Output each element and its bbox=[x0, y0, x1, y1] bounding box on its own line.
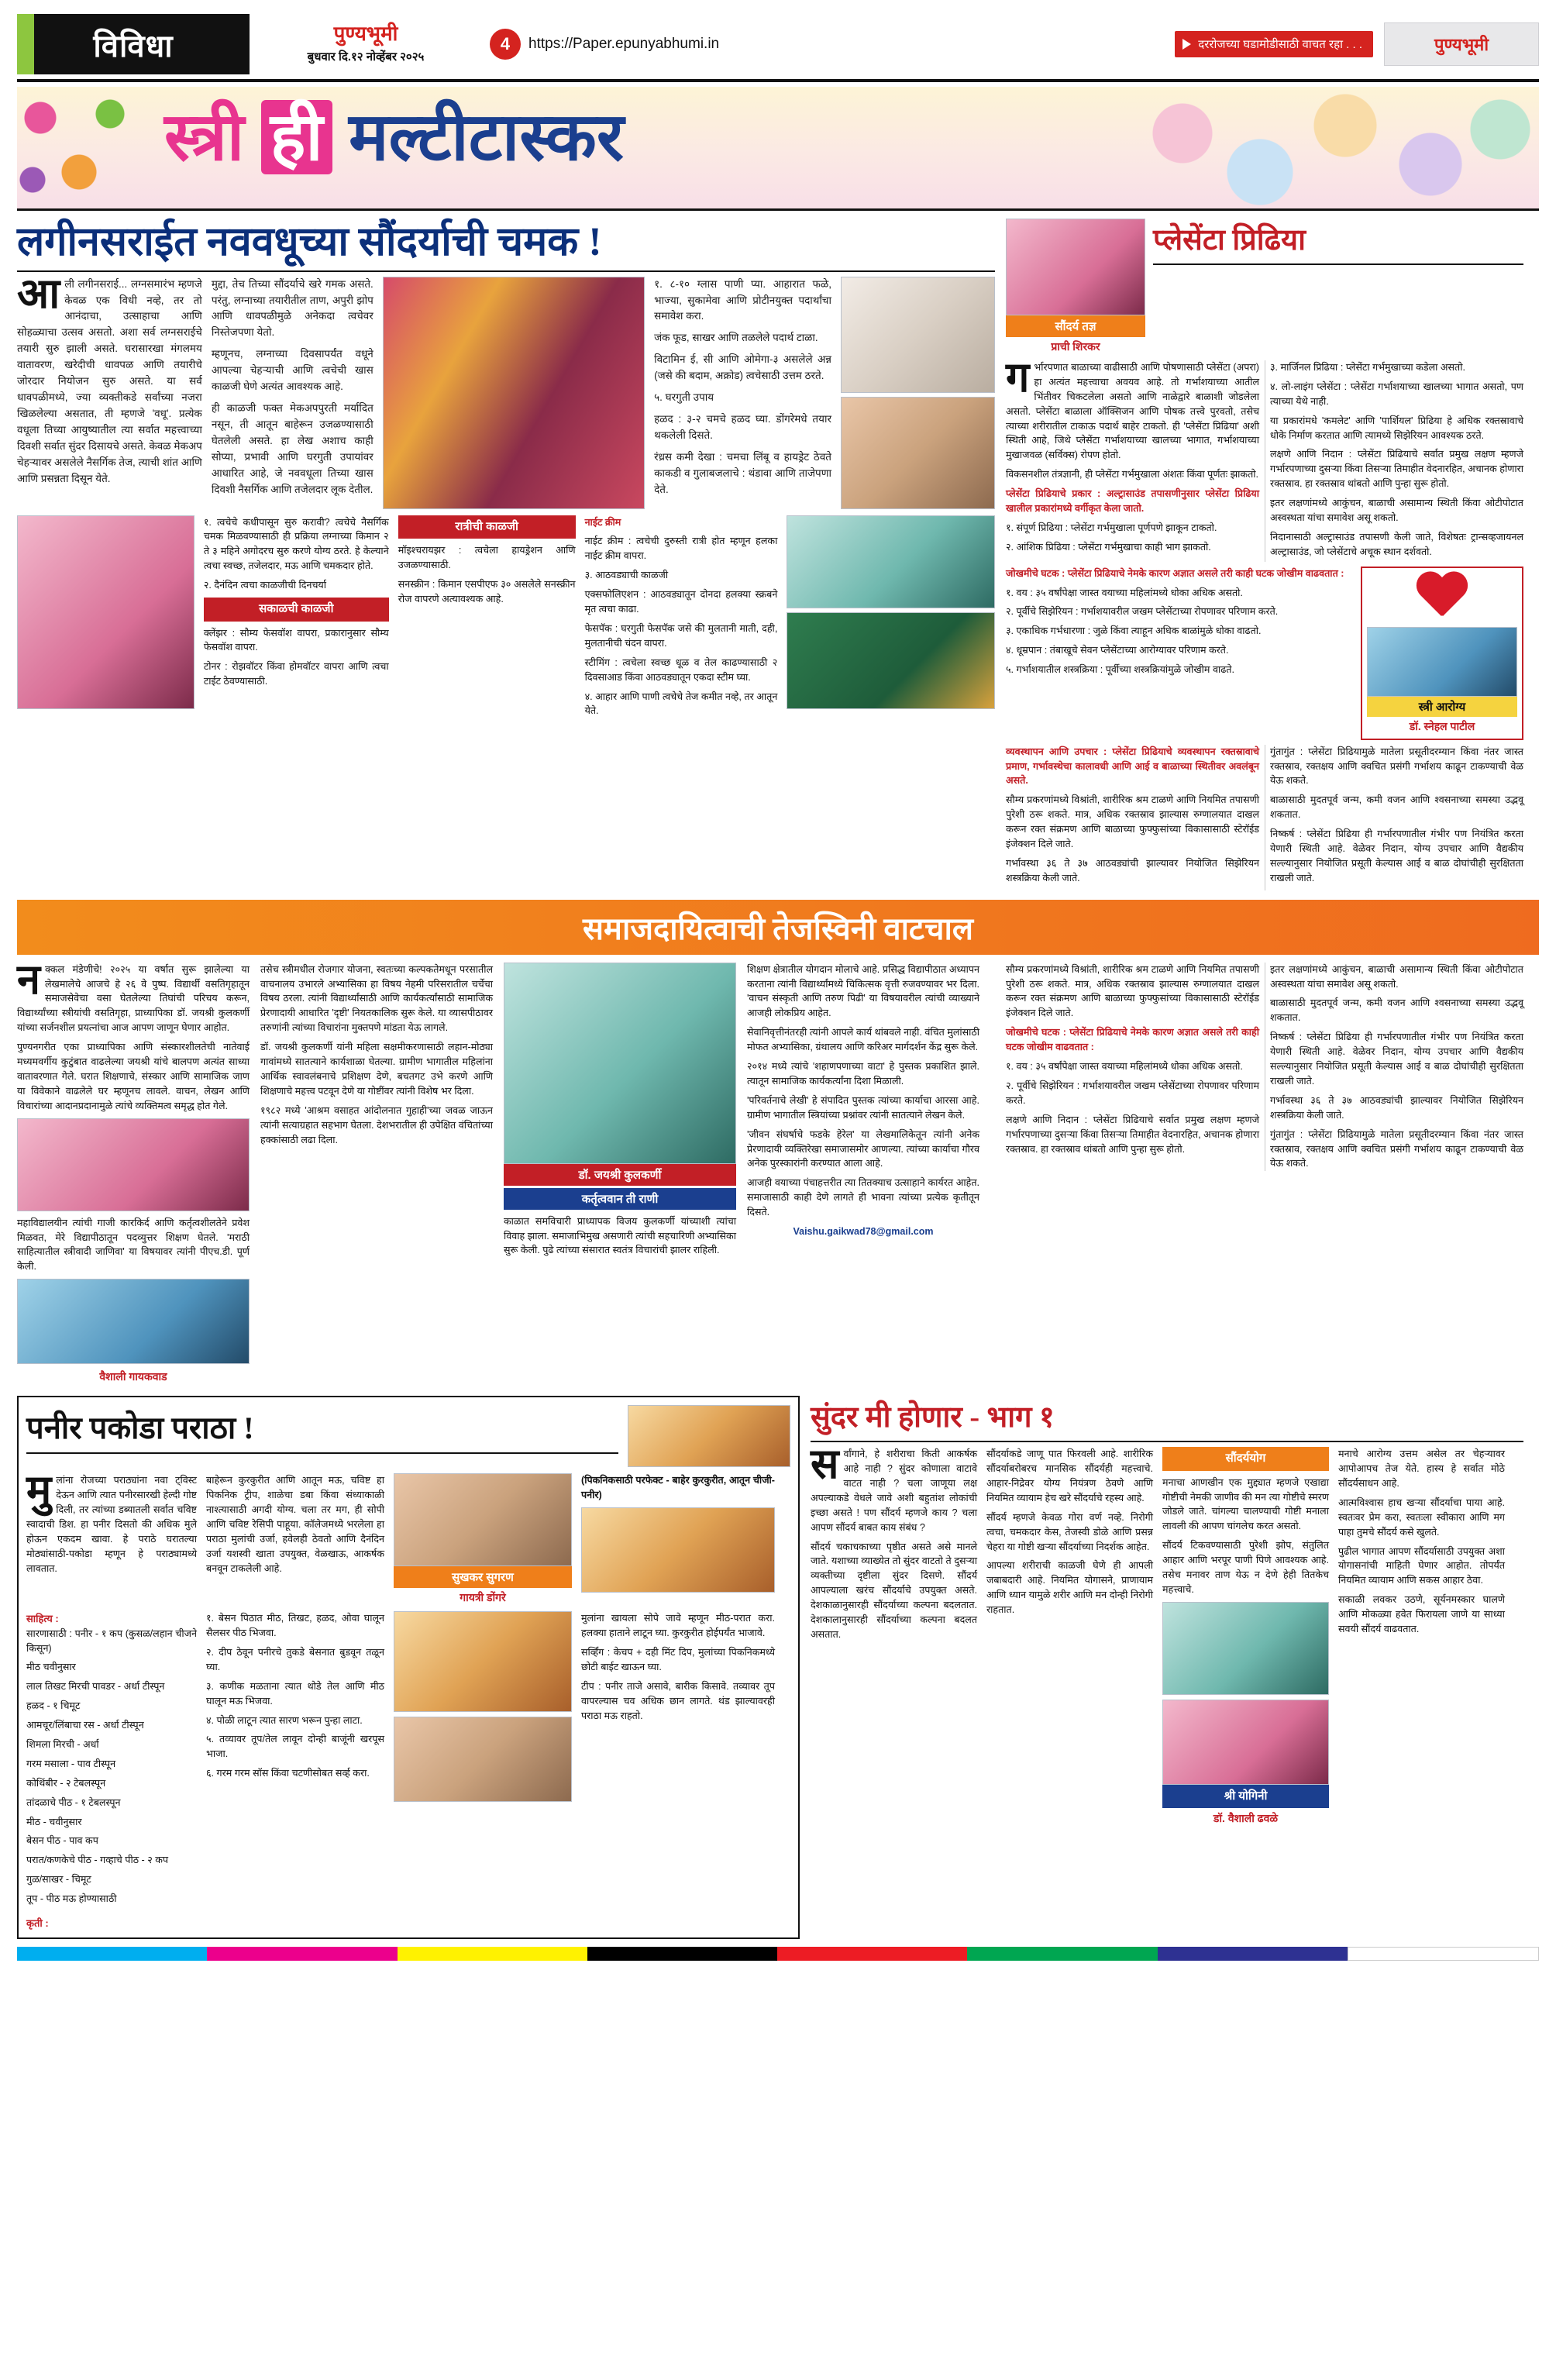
lead-column-4 bbox=[654, 277, 831, 509]
lead-para-7: विटामिन ई, सी आणि ओमेगा-३ असलेले अन्न (जसे की बदाम, अक्रोड) त्वचेसाठी उत्तम ठरते. bbox=[654, 353, 831, 382]
ing-11: बेसन पीठ - पाव कप bbox=[26, 1835, 98, 1847]
recipe-photo-col bbox=[394, 1611, 572, 1911]
sundar-col-4 bbox=[1338, 1447, 1505, 1827]
night-care-title: रात्रीची काळजी bbox=[398, 515, 576, 539]
doctor-card bbox=[1361, 567, 1523, 740]
mgmt-3: गुंतागुंत : प्लेसेंटा प्रिढियामुळे मातेला प्रसूतीदरम्यान किंवा नंतर जास्त रक्तस्राव, रक्तक्षय आणि क्वचित प्रसंगी गर्भाशय काढून टाकण्याची वेळ येऊ शकते. bbox=[1270, 746, 1523, 787]
play-icon bbox=[1182, 39, 1191, 50]
lead-para-4: ही काळजी फक्त मेकअपपुरती मर्यादित नसून, ती आतून बाहेरून उजळण्यासाठी घेतलेली असते. हा लेख अशाच काही सोप्या, प्रभावी आणि घरगुती उपायांवर आधारित आहे, जे नववधूला तिच्या खास दिवशी नैसर्गिक आणि तजेलदार लूक देतील. bbox=[211, 402, 374, 495]
placenta-continued bbox=[1006, 963, 1523, 1385]
social-col-4 bbox=[747, 963, 979, 1385]
ingredients-title: साहित्य : bbox=[26, 1613, 59, 1625]
placenta-p7: ४. लो-लाइंग प्लेसेंटा : प्लेसेंटा गर्भाशयाच्या खालच्या भागात असतो, पण त्याच्या येथे नाही. bbox=[1270, 381, 1523, 407]
pc-2: जोखमीचे घटक : प्लेसेंटा प्रिढियाचे नेमके कारण अज्ञात असले तरी काही घटक जोखीम वाढवतात : bbox=[1006, 1027, 1259, 1053]
tip-night-1: नाईट क्रीम : त्वचेची दुरुस्ती रात्री होत म्हणून हलका नाईट क्रीम वापरा. bbox=[584, 536, 778, 562]
lead-para-1: आली लगीनसराई... लग्नसमारंभ म्हणजे केवळ एक विधी नव्हे, तर तो आनंदाचा, उत्साहाचा आणि सोहळ्याचा उत्सव असतो. अशा सर्व लग्नसराईचे तयारी सुरु झाली असते. घरासारखा मंगलमय वातावरण, खरेदीची धावपळ आणि तयारीचे जोरदार नियोजन सुरु असते. या सर्व धावपळीमध्ये, ज्या व्यक्तीकडे सर्वांच्या नजरा खिळलेल्या असतात, ती म्हणजे 'वधू'. प्रत्येक वधूला तिच्या आयुष्यातील त्या सर्वात महत्त्वाच्या दिवशी सर्वात सुंदर दिसायचे असते. केवळ मेकअप चेहऱ्यावर असलेले नैसर्गिक तेज, त्याची शांत आणि आणि प्रसन्नता दिसून येते. bbox=[17, 270, 202, 484]
paratha-photo bbox=[581, 1507, 775, 1593]
pc-10: गर्भावस्था ३६ ते ३७ आठवड्यांची झाल्यावर नियोजित सिझेरियन शस्त्रक्रिया केली जाते. bbox=[1270, 1094, 1523, 1121]
step-1: १. बेसन पिठात मीठ, तिखट, हळद, ओवा घालून सैलसर पीठ भिजवा. bbox=[206, 1613, 384, 1639]
top-section bbox=[17, 219, 1539, 890]
page-number-badge: 4 bbox=[490, 29, 521, 60]
paper-url[interactable]: https://Paper.epunyabhumi.in bbox=[528, 36, 720, 52]
cmyk-registration-strip bbox=[17, 1947, 1539, 1961]
placenta-p11: निदानासाठी अल्ट्रासाउंड तपासणी केली जाते, विशेषतः ट्रान्सव्हजायनल अल्ट्रासाउंड, जो प्लेसेंटाचे अचूक स्थान दर्शवतो. bbox=[1270, 531, 1523, 557]
step-3: ३. कणीक मळताना त्यात थोडे तेल आणि मीठ घालून मऊ भिजवा. bbox=[206, 1680, 384, 1707]
sundar-p10: पुढील भागात आपण सौंदर्यासाठी उपयुक्त अशा योगासनांची माहिती घेणार आहोत. तोपर्यंत नियमित व्यायाम आणि सकस आहार ठेवा. bbox=[1338, 1545, 1505, 1586]
mgmt-2: गर्भावस्था ३६ ते ३७ आठवड्यांची झाल्यावर नियोजित सिझेरियन शस्त्रक्रिया केली जाते. bbox=[1006, 857, 1259, 883]
lead-headline: लगीनसराईत नववधूच्या सौंदर्याची चमक ! bbox=[17, 220, 602, 264]
placenta-rule bbox=[1153, 263, 1523, 265]
tip-r-3: टीप : पनीर ताजे असावे, बारीक किसावे. तव्यावर तूप वापरल्यास चव अधिक छान लागते. थंड झाल्यावरही पराठा मऊ राहतो. bbox=[581, 1680, 775, 1721]
recipe-hero-photo bbox=[628, 1405, 790, 1467]
sundar-p7: सौंदर्य टिकवण्यासाठी पुरेशी झोप, संतुलित आहार आणि भरपूर पाणी पिणे आवश्यक आहे. तसेच मनावर ताण येऊ न देणे हेही तितकेच महत्त्वाचे. bbox=[1162, 1540, 1329, 1595]
cmyk-green bbox=[967, 1947, 1157, 1961]
social-p10: २०१४ मध्ये त्यांचे 'शहाणपणाच्या वाटा' हे पुस्तक प्रकाशित झाले. त्यातून सामाजिक कार्यकर्त्यांना दिशा मिळाली. bbox=[747, 1061, 979, 1087]
sundar-author-name: डॉ. वैशाली ढवळे bbox=[1213, 1812, 1279, 1825]
tip-night-3: एक्सफोलिएशन : आठवड्यातून दोनदा हलक्या स्क्रबने मृत त्वचा काढा. bbox=[584, 589, 778, 615]
tip-left-4: टोनर : रोझवॉटर किंवा होमवॉटर वापरा आणि त्वचा टाईट ठेवण्यासाठी. bbox=[203, 661, 389, 687]
tip-r-2: सर्व्हिंग : केचप + दही मिंट दिप, मुलांच्या पिकनिकमध्ये छोटी बाईट खाऊन घ्या. bbox=[581, 1646, 775, 1672]
social-col-3 bbox=[504, 963, 736, 1385]
doctor-role: स्त्री आरोग्य bbox=[1367, 697, 1517, 717]
sundar-col-3 bbox=[1162, 1447, 1329, 1827]
masthead-rule bbox=[17, 79, 1539, 82]
cmyk-yellow bbox=[398, 1947, 587, 1961]
vaishali-photo bbox=[17, 1279, 250, 1364]
tip-mid-1: मॉइश्चरायझर : त्वचेला हायड्रेशन आणि उजळण्यासाठी. bbox=[398, 545, 576, 570]
banner-word-1: स्त्री bbox=[164, 100, 245, 174]
jayshree-tag: कर्तृत्ववान ती राणी bbox=[504, 1188, 736, 1210]
headline-rule bbox=[17, 270, 995, 272]
pc-1: सौम्य प्रकरणांमध्ये विश्रांती, शारीरिक श्रम टाळणे आणि नियमित तपासणी पुरेशी ठरू शकते. मात्र, अधिक रक्तस्राव झाल्यास रुग्णालयात दाखल करून रक्त संक्रमण आणि बाळाच्या फुफ्फुसांच्या विकासासाठी स्टेरॉईड इंजेक्शन दिले जाते. bbox=[1006, 963, 1259, 1019]
tip-left-1: १. त्वचेचे कधीपासून सुरु करावी? त्वचेचे नैसर्गिक चमक मिळवण्यासाठी ही प्रक्रिया लग्नाच्या किमान २ ते ३ महिने अगोदरच सुरु करणे योग्य ठरते. हे केल्याने त्वचा स्वच्छ, तजेलदार, मऊ आणि चमकदार होते. bbox=[203, 516, 389, 572]
doctor-photo bbox=[1367, 627, 1517, 697]
pc-8: निष्कर्ष : प्लेसेंटा प्रिढिया ही गर्भारपणातील गंभीर पण नियंत्रित करता येणारी स्थिती आहे. वेळेवर निदान, योग्य उपचार आणि वैद्यकीय सल्ल्यानुसार नियोजित प्रसूती केल्यास आई व बाळ दोघांचीही सुरक्षितता राखली जाते. bbox=[1270, 1032, 1523, 1087]
ing-8: कोथिंबीर - २ टेबलस्पून bbox=[26, 1777, 106, 1789]
ing-7: गरम मसाला - पाव टीस्पून bbox=[26, 1758, 116, 1769]
paper-logo: पुण्यभूमी bbox=[333, 22, 398, 45]
social-p8: शिक्षण क्षेत्रातील योगदान मोलाचे आहे. प्रसिद्ध विद्यापीठात अध्यापन करताना त्यांनी विद्यार्थ्यांमध्ये चिकित्सक वृत्ती रुजवण्यावर भर दिला. 'वाचन संस्कृती आणि तरुण पिढी' या विषयावरील त्यांची व्याख्याने आजही लोकप्रिय आहेत. bbox=[747, 963, 979, 1019]
cmyk-red bbox=[777, 1947, 967, 1961]
lead-para-6: जंक फूड, साखर आणि तळलेले पदार्थ टाळा. bbox=[654, 332, 818, 344]
ing-13: गुळ/साखर - चिमूट bbox=[26, 1874, 91, 1886]
section-name-block bbox=[17, 14, 250, 74]
saree-model-photo bbox=[787, 612, 995, 709]
ing-5: आमचूर/लिंबाचा रस - अर्धा टीस्पून bbox=[26, 1720, 144, 1731]
tip-mid-2: सनस्क्रीन : किमान एसपीएफ ३० असलेले सनस्क्रीन रोज वापरणे अत्यावश्यक आहे. bbox=[398, 578, 576, 604]
sundar-article bbox=[811, 1396, 1523, 1827]
social-p9: सेवानिवृत्तीनंतरही त्यांनी आपले कार्य थांबवले नाही. वंचित मुलांसाठी मोफत अभ्यासिका, ग्रंथालय आणि करिअर मार्गदर्शन केंद्र सुरू केले. bbox=[747, 1027, 979, 1053]
mgmt-4: बाळासाठी मुदतपूर्व जन्म, कमी वजन आणि श्वसनाच्या समस्या उद्भवू शकतात. bbox=[1270, 794, 1523, 821]
step-2: २. दीप ठेवून पनीरचे तुकडे बेसनात बुडवून तळून घ्या. bbox=[206, 1646, 384, 1672]
steps-col bbox=[206, 1611, 384, 1911]
issue-date: बुधवार दि.१२ नोव्हेंबर २०२५ bbox=[307, 50, 425, 64]
social-p12: 'जीवन संघर्षाचे फडके हेरेल' या लेखमालिकेतून त्यांनी अनेक प्रेरणादायी व्यक्तिरेखा समाजासमोर आणल्या. त्यांच्या कार्याचा गौरव अनेक पुरस्कारांनी करण्यात आला आहे. bbox=[747, 1128, 979, 1169]
tip-night-2: ३. आठवड्याची काळजी bbox=[584, 570, 669, 581]
sundar-p4: सौंदर्य म्हणजे केवळ गोरा वर्ण नव्हे. निरोगी त्वचा, चमकदार केस, तेजस्वी डोळे आणि प्रसन्न चेहरा या गोष्टी खऱ्या सौंदर्याच्या निदर्शक आहेत. bbox=[986, 1511, 1153, 1552]
lead-para-9: हळद : ३-२ चमचे हळद घ्या. डोंगरेमधे तयार थकलेली दिसते. bbox=[654, 413, 831, 441]
pc-5: लक्षणे आणि निदान : प्लेसेंटा प्रिढियाचे सर्वात प्रमुख लक्षण म्हणजे गर्भारपणाच्या दुसऱ्या किंवा तिसऱ्या तिमाहीत वेदनारहित, अचानक होणारा रक्तस्राव. हा रक्तस्राव थांबतो आणि पुन्हा सुरू होतो. bbox=[1006, 1114, 1259, 1155]
recipe-article bbox=[17, 1396, 800, 1939]
social-col-2 bbox=[260, 963, 493, 1385]
pc-7: बाळासाठी मुदतपूर्व जन्म, कमी वजन आणि श्वसनाच्या समस्या उद्भवू शकतात. bbox=[1270, 997, 1523, 1024]
ticker-banner bbox=[1175, 31, 1373, 57]
author-photo-sundar bbox=[1162, 1700, 1329, 1785]
recipe-note: (पिकनिकसाठी परफेक्ट - बाहेर कुरकुरीत, आतून चीजी-पनीर) bbox=[581, 1475, 775, 1501]
tip-night-6: ४. आहार आणि पाणी त्वचेचे तेज कमीत नव्हे, तर आतून येते. bbox=[584, 691, 778, 717]
sundar-author-role: श्री योगिनी bbox=[1162, 1785, 1329, 1809]
lead-para-2: मुद्दा, तेच तिच्या सौंदर्याचे खरे गमक असते. परंतु, लग्नाच्या तयारीतील ताण, अपुरी झोप आणि धावपळीमुळे अनेकदा त्वचेवर निस्तेजपणा येतो. bbox=[211, 277, 374, 339]
jayshree-photo bbox=[504, 963, 736, 1164]
risk-2: २. पूर्वीचे सिझेरियन : गर्भाशयावरील जखम प्लेसेंटाच्या रोपणावर परिणाम करते. bbox=[1006, 606, 1279, 618]
pc-4: २. पूर्वीचे सिझेरियन : गर्भाशयावरील जखम प्लेसेंटाच्या रोपणावर परिणाम करते. bbox=[1006, 1080, 1259, 1106]
lead-article bbox=[17, 219, 995, 890]
placenta-article bbox=[1006, 219, 1523, 890]
placenta-cont-body bbox=[1006, 963, 1523, 1172]
sundar-title: सुंदर मी होणार - भाग १ bbox=[811, 1401, 1055, 1435]
risk-4: ४. धूम्रपान : तंबाखूचे सेवन प्लेसेंटाच्या आरोग्यावर परिणाम करते. bbox=[1006, 645, 1229, 656]
social-section bbox=[17, 956, 1539, 1385]
risk-title: जोखमीचे घटक : प्लेसेंटा प्रिढियाचे नेमके कारण अज्ञात असले तरी काही घटक जोखीम वाढवतात : bbox=[1006, 567, 1344, 579]
feature-banner bbox=[17, 87, 1539, 211]
recipe-author-col bbox=[394, 1473, 572, 1605]
cmyk-white bbox=[1348, 1947, 1539, 1961]
vaishali-name: वैशाली गायकवाड bbox=[99, 1370, 167, 1383]
sundar-p6: मनाचा आणखीन एक मुद्द्यात म्हणजे एखाद्या गोष्टीची नेमकी जाणीव की मन त्या गोष्टीचे स्मरण जोडले जाते. चांगल्या चालण्याची गोष्टी मनाला लावली की आपण चांगलेच करत असतो. bbox=[1162, 1476, 1329, 1532]
ing-1: सारणासाठी : पनीर - १ कप (कुसळ/लहान चीजने किसून) bbox=[26, 1627, 197, 1654]
placenta-p9: लक्षणे आणि निदान : प्लेसेंटा प्रिढियाचे सर्वात प्रमुख लक्षण म्हणजे गर्भारपणाच्या दुसऱ्या किंवा तिसऱ्या तिमाहीत वेदनारहित, अचानक होणारा रक्तस्राव. हा रक्तस्राव थांबतो आणि पुन्हा सुरू होतो. bbox=[1270, 449, 1523, 490]
recipe-tips-col bbox=[581, 1611, 775, 1911]
bottom-section bbox=[17, 1396, 1539, 1939]
section-name: विविधा bbox=[93, 28, 174, 64]
recipe-note-col bbox=[581, 1473, 775, 1605]
ingredients-col bbox=[26, 1611, 197, 1911]
tip-night-5: स्टीमिंग : त्वचेला स्वच्छ धूळ व तेल काढण्यासाठी २ दिवसाआड किंवा आठवड्यातून एकदा स्टीम घ्या. bbox=[584, 656, 778, 683]
cmyk-black bbox=[587, 1947, 777, 1961]
risk-5: ५. गर्भाशयातील शस्त्रक्रिया : पूर्वीच्या शस्त्रक्रियांमुळे जोखीम वाढते. bbox=[1006, 664, 1234, 676]
tip-r-1: मुलांना खायला सोपे जावे म्हणून मीठ-परात करा. हलक्या हाताने लाटून घ्या. कुरकुरीत होईपर्यंत भाजावे. bbox=[581, 1613, 775, 1639]
social-p11: 'परिवर्तनाचे लेखी' हे संपादित पुस्तक त्यांच्या कार्याचा आरसा आहे. ग्रामीण भागातील स्त्रियांच्या प्रश्नांवर त्यांनी सातत्याने लेखन केले. bbox=[747, 1094, 979, 1121]
recipe-title: पनीर पकोडा पराठा ! bbox=[26, 1410, 254, 1446]
placenta-p1: गर्भारपणात बाळाच्या वाढीसाठी आणि पोषणासाठी प्लेसेंटा (अपरा) हा अत्यंत महत्त्वाचा अवयव आहे. तो गर्भाशयाच्या आतील भिंतीवर चिकटलेला असतो आणि नाळेद्वारे बाळाशी जोडलेला असतो. प्लेसेंटा बाळाला ऑक्सिजन आणि पोषक तत्त्वे पुरवतो, तसेच त्याच्या शरीरातील टाकाऊ पदार्थ बाहेर टाकतो. ही 'प्लेसेंटा प्रिढिया' अशी स्थिती आहे, जिथे प्लेसेंटा गर्भाशयाच्या खालच्या भागात, गर्भाशयाच्या मुखाजवळ (सर्विक्स) रोपण होतो. bbox=[1006, 354, 1259, 461]
beauty-expert-name: प्राची शिरकर bbox=[1051, 340, 1100, 353]
pc-6: इतर लक्षणांमध्ये आकुंचन, बाळाची असामान्य स्थिती किंवा ओटीपोटात अस्वस्थता यांचा समावेश असू शकतो. bbox=[1270, 963, 1523, 990]
sundar-rule bbox=[811, 1441, 1523, 1442]
bride-portrait-photo bbox=[17, 515, 194, 709]
jayshree-name: डॉ. जयश्री कुलकर्णी bbox=[504, 1164, 736, 1186]
sundar-col-1 bbox=[811, 1441, 977, 1827]
bride-groom-photo bbox=[383, 277, 645, 509]
step-6: ६. गरम गरम सॉस किंवा चटणीसोबत सर्व्ह करा. bbox=[206, 1768, 370, 1779]
placenta-title: प्लेसेंटा प्रिढिया bbox=[1153, 224, 1306, 257]
placenta-p6: ३. मार्जिनल प्रिढिया : प्लेसेंटा गर्भमुखाच्या कडेला असतो. bbox=[1270, 362, 1465, 373]
step-5: ५. तव्यावर तूप/तेल लावून दोन्ही बाजूंनी खरपूस भाजा. bbox=[206, 1734, 384, 1760]
social-photo-women bbox=[17, 1118, 250, 1211]
pc-3: १. वय : ३५ वर्षांपेक्षा जास्त वयाच्या महिलांमध्ये धोका अधिक असतो. bbox=[1006, 1061, 1243, 1073]
placenta-p2: विकसनशील तंत्रज्ञानी, ही प्लेसेंटा गर्भमुखाला अंशतः किंवा पूर्णतः झाकतो. bbox=[1006, 469, 1259, 480]
oils-photo bbox=[787, 515, 995, 608]
social-col-1 bbox=[17, 956, 250, 1385]
social-p4: तसेच स्त्रीमधील रोजगार योजना, स्वतःच्या कल्पकतेमधून परसातील वाचनालय उभारले अभ्यासिका हा विषय नेहमी परिसरातील चर्चेचा विषय ठरला. त्यांनी विद्यार्थ्यांसाठी आणि कार्यकर्त्यांसाठी सामाजिक प्रेरणादायी आधारित 'दृष्टी' नियतकालिक सुरू केले. या व्यासपीठावर तरुणांनी त्यांच्या विचारांना मुक्तपणे मांडता येऊ लागले. bbox=[260, 963, 493, 1034]
floral-decoration-left bbox=[17, 87, 133, 208]
paratha-stack-photo bbox=[394, 1611, 572, 1712]
heart-icon bbox=[1415, 573, 1469, 622]
weekly-care-block bbox=[585, 515, 778, 724]
night-cream-title: नाईट क्रीम bbox=[584, 516, 621, 528]
mgmt-title: व्यवस्थापन आणि उपचार : प्लेसेंटा प्रिढियाचे व्यवस्थापन रक्तस्रावाचे प्रमाण, गर्भावस्थेचा कालावधी आणि आई व बाळाच्या स्थितीवर अवलंबून असते. bbox=[1006, 746, 1259, 787]
sundar-p3: सौंदर्याकडे जाणू पात फिरवली आहे. शारीरिक सौंदर्याबरोबरच मानसिक सौंदर्यही महत्त्वाचे. आहार-निद्रेवर योग्य नियंत्रण ठेवणे आणि नियमित व्यायाम हेच खरे सौंदर्याचे रहस्य आहे. bbox=[986, 1448, 1153, 1503]
ing-12: परात/कणकेचे पीठ - गव्हाचे पीठ - २ कप bbox=[26, 1855, 169, 1866]
steps-title: कृती : bbox=[26, 1917, 49, 1930]
night-care-block bbox=[398, 515, 576, 724]
sundar-p1: सर्वांगाने, हे शरीराचा किती आकर्षक आहे नाही ? सुंदर कोणाला वाटावे वाटत नाही ? चला जाणूया लक्ष अपल्याकडे वेधले जावे अशी बहुतांश लोकांची इच्छा असते ! पण सौंदर्य म्हणजे काय ? चला आपण सौंदर्य बाबत काय संबंध ? bbox=[811, 1441, 977, 1533]
cmyk-cyan bbox=[17, 1947, 207, 1961]
placenta-risk-col bbox=[1006, 567, 1353, 740]
placenta-body-top bbox=[1006, 354, 1523, 562]
lead-para-10: रंध्रस कमी देखा : चमचा लिंबू व हायड्रेट ठेवते काकडी व गुलाबजलाचे : थंडावा आणि ताजेपणा देते. bbox=[654, 450, 831, 495]
lead-column-1 bbox=[17, 270, 202, 509]
social-p5: डॉ. जयश्री कुलकर्णी यांनी महिला सक्षमीकरणासाठी लहान-मोठ्या गावांमध्ये सातत्याने कार्यशाळा घेतल्या. ग्रामीण भागातील महिलांना आर्थिक स्वावलंबनाचे प्रशिक्षण देणे, बचतगट उभे करणे आणि शिक्षणाचे महत्त्व पटवून देणे या गोष्टींवर त्यांनी विशेष भर दिला. bbox=[260, 1042, 493, 1097]
social-p13: आजही वयाच्या पंचाहत्तरीत त्या तितक्याच उत्साहाने कार्यरत आहेत. समाजासाठी काही देणे लागते ही भावना त्यांच्या प्रत्येक कृतीतून दिसते. bbox=[747, 1177, 979, 1218]
green-accent-bar bbox=[17, 14, 34, 74]
morning-care-block bbox=[204, 515, 389, 724]
sundar-badge: सौंदर्ययोग bbox=[1162, 1447, 1329, 1471]
ticker-text: दररोजच्या घडामोडीसाठी वाचत रहा . . . bbox=[1198, 38, 1362, 51]
brand-logo-box: पुण्यभूमी bbox=[1384, 22, 1539, 66]
lead-para-3: म्हणूनच, लग्नाच्या दिवसापर्यंत वधूने आपल्या चेहऱ्याची आणि त्वचेची खास काळजी घेणे अत्यंत आवश्यक आहे. bbox=[211, 348, 374, 393]
ing-2: मीठ चवीनुसार bbox=[26, 1662, 76, 1673]
doctor-name: डॉ. स्नेहल पाटील bbox=[1409, 719, 1475, 732]
cook-role: सुखकर सुगरण bbox=[394, 1566, 572, 1588]
cmyk-blue bbox=[1158, 1947, 1348, 1961]
ing-3: लाल तिखट मिरची पावडर - अर्धा टीस्पून bbox=[26, 1681, 165, 1693]
tip-left-2: २. दैनंदिन त्वचा काळजीची दिनचर्या bbox=[203, 580, 327, 591]
recipe-rule bbox=[26, 1452, 618, 1454]
risk-1: १. वय : ३५ वर्षांपेक्षा जास्त वयाच्या महिलांमध्ये धोका अधिक असतो. bbox=[1006, 587, 1243, 598]
beauty-expert-photo bbox=[1006, 219, 1145, 315]
masthead bbox=[17, 14, 1539, 74]
social-p3: महाविद्यालयीन त्यांची गाजी कारकिर्द आणि कर्तृत्वशीलतेने प्रवेश मिळवत, मेरे विद्यापीठातून पदव्युत्तर शिक्षण घेतले. 'मराठी साहित्यातील स्त्रीवादी जाणिवा' या विषयावर त्यांनी पीएच.डी. पूर्ण केली. bbox=[17, 1217, 250, 1273]
recipe-col2-text: बाहेरून कुरकुरीत आणि आतून मऊ, चविष्ट हा पिकनिक ट्रीप, शाळेचा डबा किंवा संध्याकाळी नाश्त्यासाठी अगदी योग्य. चला तर मग, ही सोपी आणि चविष्ट रेसिपी पाहूया. कॉलेजमध्ये भरलेला हा पराठा मुलांची उर्जा, हवेलही ठेवतो आणि दैनंदिन उर्जा यशस्वी खाता उपयुक्त, वेळखाऊ, आकर्षक बनवून टाकलेली आहे. bbox=[206, 1475, 384, 1574]
sandwich-photo bbox=[394, 1717, 572, 1802]
skincare-photo-1 bbox=[841, 277, 995, 393]
placenta-p4: १. संपूर्ण प्रिढिया : प्लेसेंटा गर्भमुखाला पूर्णपणे झाकून टाकतो. bbox=[1006, 522, 1217, 533]
mgmt-1: सौम्य प्रकरणांमध्ये विश्रांती, शारीरिक श्रम टाळणे आणि नियमित तपासणी पुरेशी ठरू शकते. मात्र, अधिक रक्तस्राव झाल्यास रुग्णालयात दाखल करून रक्त संक्रमण आणि बाळाच्या फुफ्फुसांच्या विकासासाठी स्टेरॉईड इंजेक्शन दिले जाते. bbox=[1006, 794, 1259, 850]
ing-9: तांदळाचे पीठ - १ टेबलस्पून bbox=[26, 1796, 121, 1808]
ing-10: मीठ - चवीनुसार bbox=[26, 1816, 82, 1827]
social-p1: नक्कल मंडेणीचे! २०२५ या वर्षात सुरू झालेल्या या लेखमालेचे आजचे हे २६ वे पुष्प. विद्यार्थी वसतिगृहातून समाजसेवेचा वसा घेतलेल्या तिघांची परिचय करून, विद्यार्थ्यांच्या स्त्रीयांची वसतिगृहा, प्राध्यापिका डॉ. जयश्री कुलकर्णी यांच्या सर्जनशील प्रयत्नांचा आज आपण जाणून घेणार आहोत. bbox=[17, 956, 250, 1034]
placenta-p10: इतर लक्षणांमध्ये आकुंचन, बाळाची असामान्य स्थिती किंवा ओटीपोटात अस्वस्थता यांचा समावेश असू शकतो. bbox=[1270, 498, 1523, 524]
cook-name: गायत्री डोंगरे bbox=[460, 1591, 506, 1604]
pc-11: गुंतागुंत : प्लेसेंटा प्रिढियामुळे मातेला प्रसूतीदरम्यान किंवा नंतर जास्त रक्तस्राव, रक्तक्षय आणि क्वचित प्रसंगी गर्भाशय काढून टाकण्याची वेळ येऊ शकते. bbox=[1270, 1128, 1523, 1169]
lead-column-2 bbox=[212, 277, 374, 509]
placenta-p3: प्लेसेंटा प्रिढियाचे प्रकार : अल्ट्रासाउंड तपासणीनुसार प्लेसेंटा प्रिढिया खालील प्रकारांमध्ये वर्गीकृत केला जातो. bbox=[1006, 488, 1259, 515]
skincare-photo-2 bbox=[841, 397, 995, 509]
sundar-p8: मनाचे आरोग्य उत्तम असेल तर चेहऱ्यावर आपोआपच तेज येते. हास्य हे सर्वात मोठे सौंदर्यसाधन आहे. bbox=[1338, 1448, 1505, 1489]
social-section-band: समाजदायित्वाची तेजस्विनी वाटचाल bbox=[17, 900, 1539, 955]
banner-word-3: मल्टीटास्कर bbox=[349, 100, 624, 174]
recipe-col-2 bbox=[206, 1473, 384, 1605]
lead-para-8: ५. घरगुती उपाय bbox=[654, 391, 714, 404]
risk-3: ३. एकाधिक गर्भधारणा : जुळे किंवा त्याहून अधिक बाळांमुळे धोका वाढतो. bbox=[1006, 625, 1262, 637]
tip-left-3: क्लेंझर : सौम्य फेसवॉश वापरा, प्रकारानुसार सौम्य फेसवॉश वापरा. bbox=[203, 627, 389, 653]
banner-word-2: ही bbox=[261, 100, 332, 174]
sundar-col-2 bbox=[986, 1447, 1153, 1827]
recipe-intro: मुलांना रोजच्या पराठ्यांना नवा ट्विस्ट देऊन आणि त्यात पनीरसारखी हेल्दी गोष्ट दिली, तर त्यांच्या डब्यातली सर्वात चविष्ट स्वादाची डिश. हा पनीर दिसतो की अधिक मुले होऊन एकदम खावा. हे पराठे घरातल्या मोठ्यांसाठी-पकोडा म्हणून हे पराठ्यामध्ये लावतात. bbox=[26, 1467, 197, 1574]
paper-logo-block bbox=[250, 14, 482, 74]
cook-photo bbox=[394, 1473, 572, 1566]
social-p7: काळात समविचारी प्राध्यापक विजय कुलकर्णी यांच्याशी त्यांचा विवाह झाला. समाजाभिमुख असणारी त्यांची सहचारिणी अभ्यासिका सुरू केली. पुढे त्यांच्या संसारात स्वतंत्र विचारांची झालर राहिली. bbox=[504, 1215, 736, 1256]
yoga-pose-photo bbox=[1162, 1602, 1329, 1695]
placenta-body-bottom bbox=[1006, 745, 1523, 890]
social-article bbox=[17, 956, 995, 1385]
contact-email[interactable]: Vaishu.gaikwad78@gmail.com bbox=[793, 1225, 934, 1237]
recipe-intro-col bbox=[26, 1467, 197, 1605]
sundar-p2: सौंदर्य चकाचकाच्या पृष्ठीत असते असे मानले जाते. यशाच्या व्याख्येत तो सुंदर वाटतो ते दुसऱ्या व्यक्तीच्या दृष्टीला सुंदर दिसणे. सौंदर्य आपल्याला खरंच सौंदर्याचे उपयुक्त असते. देशकाळानुसारही सौंदर्याच्या कल्पना बदलतात. देशकालानुसारही सौंदर्याच्या कल्पना बदलत असतात. bbox=[811, 1541, 977, 1640]
sundar-p9: आत्मविश्वास हाच खऱ्या सौंदर्याचा पाया आहे. स्वतःवर प्रेम करा, स्वतःला स्वीकारा आणि मग पाहा तुमचे सौंदर्य कसे खुलते. bbox=[1338, 1497, 1505, 1538]
social-p2: पुण्यनगरीत एका प्राध्यापिका आणि संस्कारशीलतेची नातेवाई मध्यमवर्गीय कुटुंबात वाढलेल्या जयश्री यांचे बालपण अत्यंत साध्या वातावरणात गेले. घरात शिक्षणाचे, संस्कार आणि सामाजिक जाण या विवेकाने वाढलेले घर म्हणूनच लावले. वाचन, लेखन आणि विचारांच्या आदानप्रदानामुळे त्यांचे व्यक्तिमत्व समृद्ध होत गेले. bbox=[17, 1042, 250, 1111]
mgmt-5: निष्कर्ष : प्लेसेंटा प्रिढिया ही गर्भारपणातील गंभीर पण नियंत्रित करता येणारी स्थिती आहे. वेळेवर निदान, योग्य उपचार आणि वैद्यकीय सल्ल्यानुसार नियोजित प्रसूती केल्यास आई व बाळ दोघांचीही सुरक्षितता राखली जाते. bbox=[1270, 828, 1523, 883]
sundar-p5: आपल्या शरीराची काळजी घेणे ही आपली जबाबदारी आहे. नियमित योगासने, प्राणायाम आणि ध्यान यामुळे शरीर आणि मन दोन्ही निरोगी राहतात. bbox=[986, 1560, 1153, 1616]
ing-4: हळद - १ चिमूट bbox=[26, 1700, 81, 1712]
placenta-p8: या प्रकारांमधे 'कमलेट' आणि 'पार्शियल' प्रिढिया हे अधिक रक्तस्रावाचे धोके निर्माण करतात आणि त्यामध्ये सिझेरियन आवश्यक ठरते. bbox=[1270, 415, 1523, 441]
morning-care-title: सकाळची काळजी bbox=[204, 598, 389, 622]
tip-night-4: फेसपॅक : घरगुती फेसपॅक जसे की मुलतानी माती, दही, मुलतानीची चंदन वापरा. bbox=[584, 622, 778, 649]
social-p6: १९८२ मध्ये 'आश्रम वसाहत आंदोलनात गुहाही'च्या जवळ जाऊन त्यांनी सत्याग्रहात सहभाग घेतला. देशभरातील ही उपेक्षित वंचितांच्या हक्कांसाठी लढा दिला. bbox=[260, 1104, 493, 1145]
sundar-p11: सकाळी लवकर उठणे, सूर्यनमस्कार घालणे आणि मोकळ्या हवेत फिरायला जाणे या साध्या सवयी सौंदर्य वाढवतात. bbox=[1338, 1594, 1505, 1634]
lead-para-5: १. ८-१० ग्लास पाणी प्या. आहारात फळे, भाज्या, सुकामेवा आणि प्रोटीनयुक्त पदार्थांचा समावेश करा. bbox=[654, 277, 831, 322]
cmyk-magenta bbox=[207, 1947, 397, 1961]
banner-title bbox=[164, 100, 624, 174]
step-4: ४. पोळी लाटून त्यात सारण भरून पुन्हा लाटा. bbox=[206, 1714, 363, 1726]
beauty-expert-role: सौंदर्य तज्ञ bbox=[1006, 315, 1145, 337]
placenta-p5: २. आंशिक प्रिढिया : प्लेसेंटा गर्भमुखाचा काही भाग झाकतो. bbox=[1006, 541, 1211, 553]
ing-6: शिमला मिरची - अर्धा bbox=[26, 1739, 99, 1751]
ing-14: तूप - पीठ मऊ होण्यासाठी bbox=[26, 1893, 117, 1905]
women-photo-collage bbox=[1136, 87, 1539, 208]
